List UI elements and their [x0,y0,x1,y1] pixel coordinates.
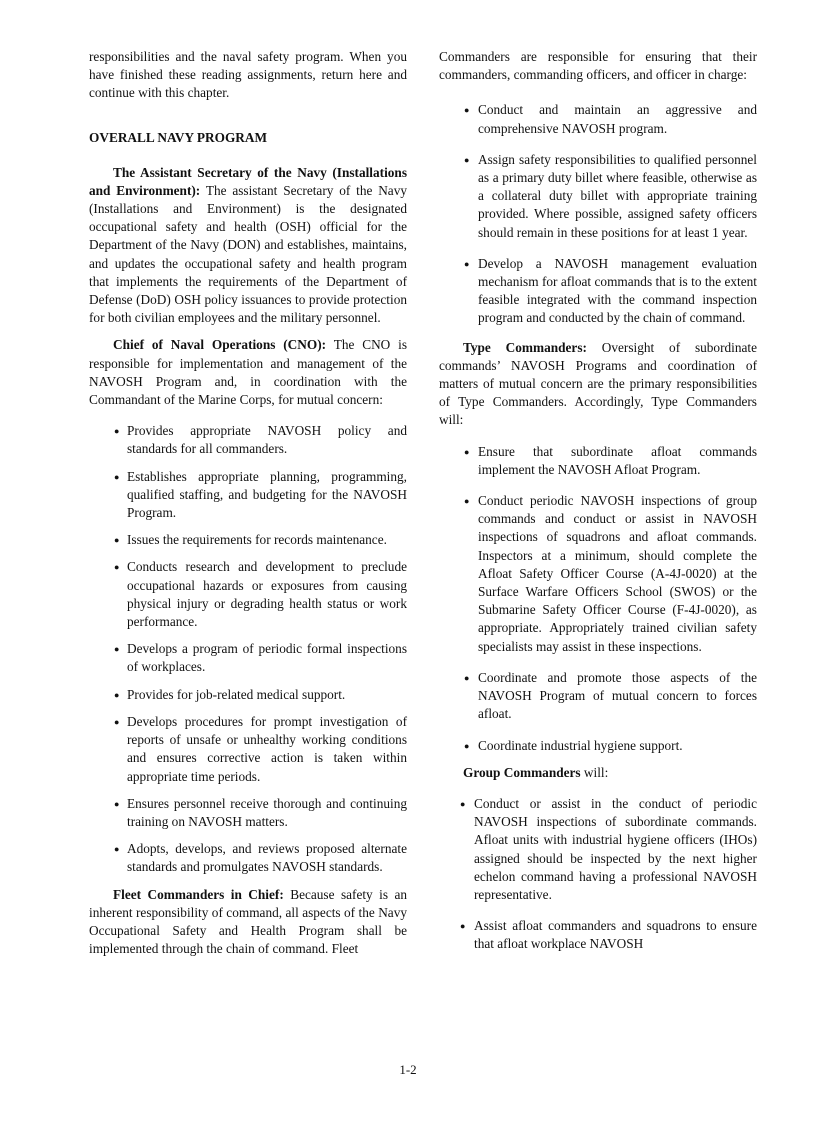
type-list [439,443,757,755]
list-item: ● Coordinate and promote those aspects of the NAVOSH Program of mutual concern to forces afloat. [439,669,757,724]
group-paragraph [439,764,757,782]
list-item: ● Issues the requirements for records maintenance. [89,531,407,549]
group-body: will: [580,764,609,780]
type-paragraph [439,339,757,430]
type-body: Oversight of subordinate commands’ NAVOSH Programs and coordination of matters of mutual concern are the primary responsibilities of Type Commanders. Accordingly, Type Commanders will: [439,339,757,428]
list-item: ● Adopts, develops, and reviews proposed alternate standards and promulgates NAVOSH standards. [89,840,407,876]
asn-lead: The Assistant Secretary of the Navy (Installations and Environment): [89,164,407,198]
type-lead: Type Commanders: [463,339,587,355]
fleet-continued-paragraph: Commanders are responsible for ensuring that their commanders, commanding officers, and officer in charge: [439,49,757,83]
section-heading: OVERALL NAVY PROGRAM [89,129,268,145]
page-number: 1-2 [399,1062,417,1077]
list-item: ● Ensure that subordinate afloat commands implement the NAVOSH Afloat Program. [439,443,757,479]
list-item: ● Conduct periodic NAVOSH inspections of group commands and conduct or assist in NAVOSH inspections of squadrons and afloat commands. Inspectors at a minimum, should complete the Afloat Safety Officer Course (A-4J-0020) at the Surface Warfare Officers School (SWOS) or the Submarine Safety Officer Course (F-4J-0020), as appropriate. Appropriately trained civilian safety specialists may assist in these inspections. [439,492,757,656]
cno-lead: Chief of Naval Operations (CNO): [113,337,327,353]
group-list [439,795,757,954]
asn-body: The assistant Secretary of the Navy (Installations and Environment) is the designated occupational safety and health (OSH) official for the Department of the Navy (DON) and establishes, maintains, and updates the occupational safety and health program that implements the requirements of the Department of Defense (DoD) OSH policy issuances to provide protection for both civilian employees and the military personnel. [89,182,407,326]
fleet-lead: Fleet Commanders in Chief: [113,886,284,902]
list-item: ● Assign safety responsibilities to qualified personnel as a primary duty billet where feasible, otherwise as a collateral duty billet with appropriate training provided. Where possible, assigned safety officers should remain in these positions for at least 1 year. [439,151,757,242]
list-item: ● Conducts research and development to preclude occupational hazards or exposures from causing physical injury or degrading health status or work performance. [89,558,407,631]
list-item: ● Develops a program of periodic formal inspections of workplaces. [89,640,407,676]
asn-paragraph [89,164,407,328]
list-item: ● Develops procedures for prompt investigation of reports of unsafe or unhealthy working conditions and ensures corrective action is taken within appropriate time periods. [89,713,407,786]
list-item: ● Establishes appropriate planning, programming, qualified staffing, and budgeting for the NAVOSH Program. [89,468,407,523]
cno-list [89,422,407,876]
list-item: ● Coordinate industrial hygiene support. [439,737,757,755]
fleet-list [439,101,757,327]
fleet-body: Because safety is an inherent responsibility of command, all aspects of the Navy Occupational Safety and Health Program shall be implemented through the chain of command. Fleet [89,886,407,957]
intro-paragraph: responsibilities and the naval safety program. When you have finished these reading assignments, return here and continue with this chapter. [89,49,407,101]
list-item: ● Assist afloat commanders and squadrons to ensure that afloat workplace NAVOSH [439,917,757,953]
list-item: ● Conduct and maintain an aggressive and comprehensive NAVOSH program. [439,101,757,137]
list-item: ● Provides appropriate NAVOSH policy and standards for all commanders. [89,422,407,458]
list-item: ● Conduct or assist in the conduct of periodic NAVOSH inspections of subordinate commands. Afloat units with industrial hygiene officers (IHOs) assigned should be inspected by the next higher echelon command having a professional NAVOSH representative. [439,795,757,904]
list-item: ● Provides for job-related medical support. [89,686,407,704]
group-lead: Group Commanders [463,764,581,780]
list-item: ● Develop a NAVOSH management evaluation mechanism for afloat commands that is to the extent feasible integrated with the command inspection program and conducted by the chain of command. [439,255,757,328]
list-item: ● Ensures personnel receive thorough and continuing training on NAVOSH matters. [89,795,407,831]
cno-paragraph [89,336,407,409]
fleet-paragraph [89,886,407,959]
left-column [89,48,407,958]
cno-body: The CNO is responsible for implementation and management of the NAVOSH Program and, in coordination with the Commandant of the Marine Corps, for mutual concern: [89,337,408,408]
right-column [439,48,757,954]
